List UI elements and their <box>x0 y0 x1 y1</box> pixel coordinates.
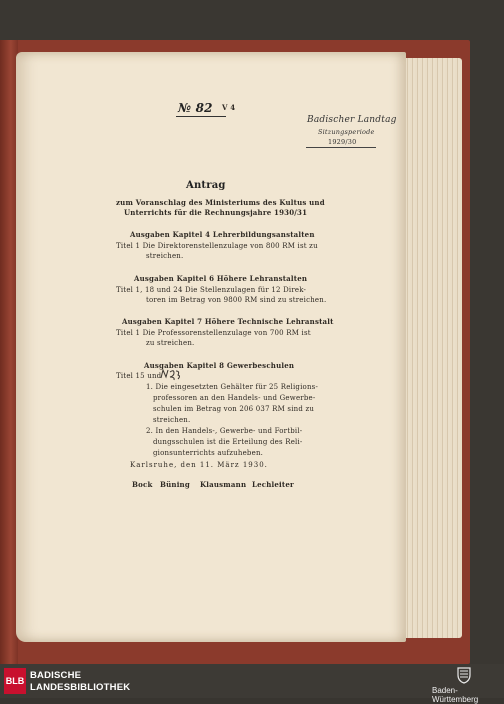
item-line: schulen im Betrag von 206 037 RM sind zu <box>153 405 315 413</box>
section-line: Titel 1 Die Professorenstellenzulage von 700 RM ist <box>116 329 311 337</box>
item-line: 2. In den Handels-, Gewerbe- und Fortbil- <box>146 427 303 435</box>
place-date: Karlsruhe, den 11. März 1930. <box>130 461 268 469</box>
section-heading: Ausgaben Kapitel 6 Höhere Lehranstalten <box>134 274 308 283</box>
intro-line-1: zum Voranschlag des Ministeriums des Kultus und <box>116 198 325 207</box>
item-line: professoren an den Handels- und Gewerbe- <box>153 394 316 402</box>
page-stack-edge <box>400 58 462 638</box>
header-rule <box>306 147 376 148</box>
section-line: zu streichen. <box>146 339 195 347</box>
signatory: Bock <box>132 480 153 489</box>
item-line: gionsunterrichts aufzuheben. <box>153 449 264 457</box>
item-line: dungsschulen ist die Erteilung des Reli- <box>153 438 303 446</box>
handwritten-annotation <box>159 367 181 381</box>
section-line: Titel 1, 18 und 24 Die Stellenzulagen für 12 Direk- <box>116 286 307 294</box>
region-label: Baden-Württemberg <box>432 686 479 704</box>
document-number-rule <box>176 116 226 117</box>
section-titel-line: Titel 15 und <box>116 372 162 380</box>
section-heading: Ausgaben Kapitel 4 Lehrerbildungsanstalten <box>130 230 315 239</box>
section-line: Titel 1 Die Direktorenstellenzulage von 800 RM ist zu <box>116 242 318 250</box>
item-line: streichen. <box>153 416 191 424</box>
section-heading: Ausgaben Kapitel 8 Gewerbeschulen <box>144 361 295 370</box>
library-name-line-1: BADISCHE <box>30 670 82 681</box>
section-heading: Ausgaben Kapitel 7 Höhere Technische Lehranstalt <box>122 317 334 326</box>
document-number: № 82 <box>178 101 213 115</box>
document-number-suffix: V 4 <box>222 103 236 112</box>
signatory: Büning <box>160 480 190 489</box>
blb-logo-text: BLB <box>5 676 25 686</box>
section-line: toren im Betrag von 9800 RM sind zu streichen. <box>146 296 327 304</box>
section-line: streichen. <box>146 252 184 260</box>
item-line: 1. Die eingesetzten Gehälter für 25 Religions- <box>146 383 319 391</box>
baden-wuerttemberg-crest-icon <box>456 666 472 684</box>
landtag-label: Badischer Landtag <box>307 115 397 125</box>
signatory: Klausmann <box>200 480 247 489</box>
session-years: 1929/30 <box>328 138 357 146</box>
signatory: Lechleiter <box>252 480 294 489</box>
document-title: Antrag <box>186 180 226 191</box>
session-period-label: Sitzungsperiode <box>318 128 375 136</box>
intro-line-2: Unterrichts für die Rechnungsjahre 1930/31 <box>124 208 308 217</box>
library-name-line-2: LANDESBIBLIOTHEK <box>30 682 131 693</box>
blb-logo[interactable] <box>4 668 26 694</box>
